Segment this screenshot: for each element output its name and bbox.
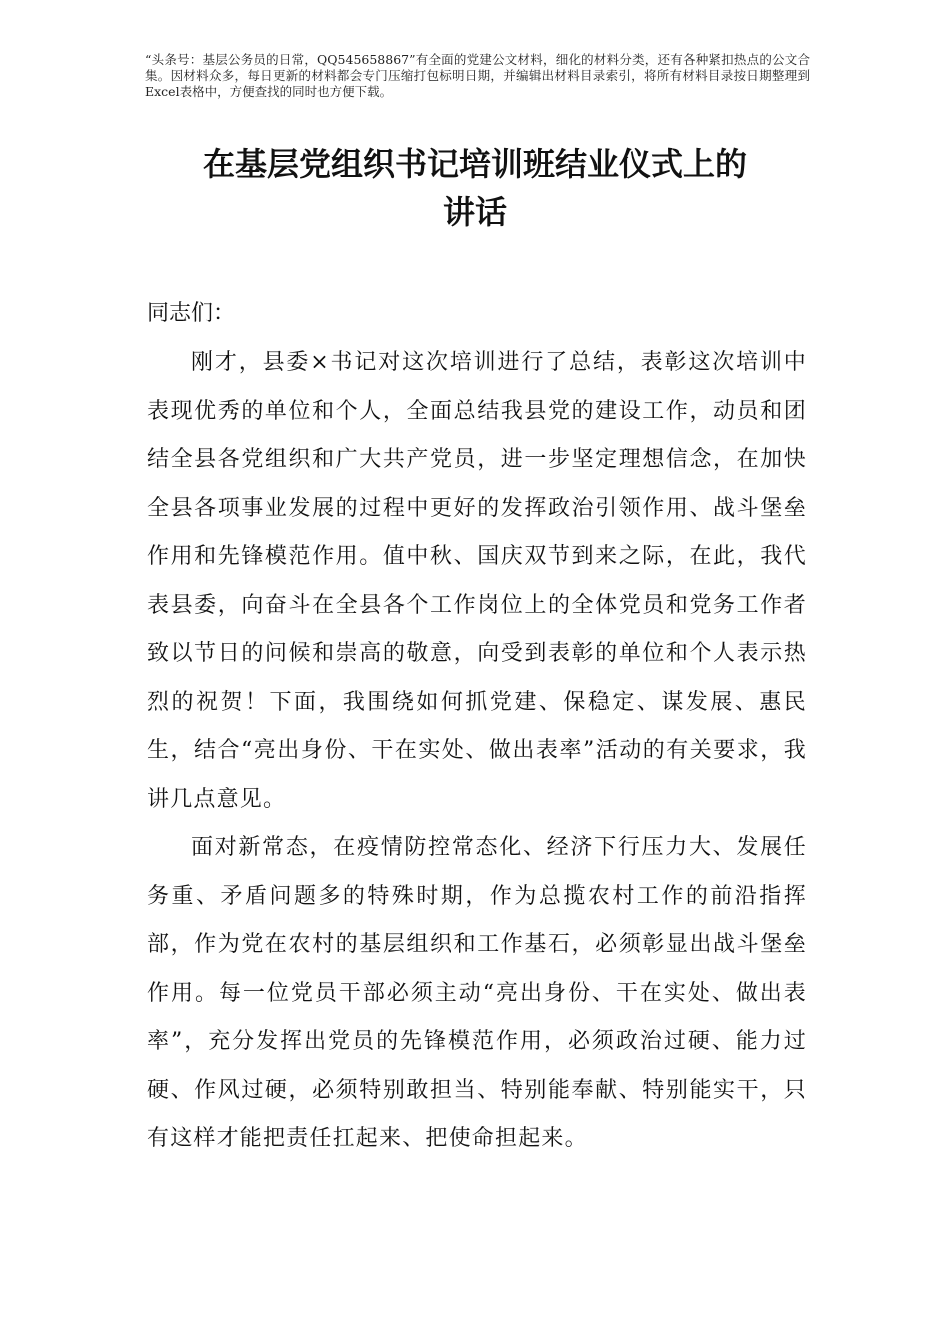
body-paragraph: 刚才，县委×书记对这次培训进行了总结，表彰这次培训中表现优秀的单位和个人，全面总结我县党的建设工作，动员和团结全县各党组织和广大共产党员，进一步坚定理想信念，在加快全县各项事业发展的过程中更好的发挥政治引领作用、战斗堡垒作用和先锋模范作用。值中秋、国庆双节到来之际，在此，我代表县委，向奋斗在全县各个工作岗位上的全体党员和党务工作者致以节日的问候和崇高的敬意，向受到表彰的单位和个人表示热烈的祝贺！下面，我围绕如何抓党建、保稳定、谋发展、惠民生，结合“亮出身份、干在实处、做出表率”活动的有关要求，我讲几点意见。 [147,350,807,812]
title-line-1: 在基层党组织书记培训班结业仪式上的 [202,145,747,183]
document-body [147,339,807,1164]
salutation: 同志们： [147,301,236,326]
body-paragraph: 面对新常态，在疫情防控常态化、经济下行压力大、发展任务重、矛盾问题多的特殊时期，作为总揽农村工作的前沿指挥部，作为党在农村的基层组织和工作基石，必须彰显出战斗堡垒作用。每一位党员干部必须主动“亮出身份、干在实处、做出表率”，充分发挥出党员的先锋模范作用，必须政治过硬、能力过硬、作风过硬，必须特别敢担当、特别能奉献、特别能实干，只有这样才能把责任扛起来、把使命担起来。 [147,835,807,1151]
header-note: “头条号：基层公务员的日常，QQ545658867”有全面的党建公文材料，细化的材料分类，还有各种紧扣热点的公文合集。因材料众多，每日更新的材料都会专门压缩打包标明日期，并编辑出材料目录索引，将所有材料目录按日期整理到Excel表格中，方便查找的同时也方便下载。 [145,52,810,99]
document-title [145,140,805,236]
title-line-2: 讲话 [442,193,507,231]
